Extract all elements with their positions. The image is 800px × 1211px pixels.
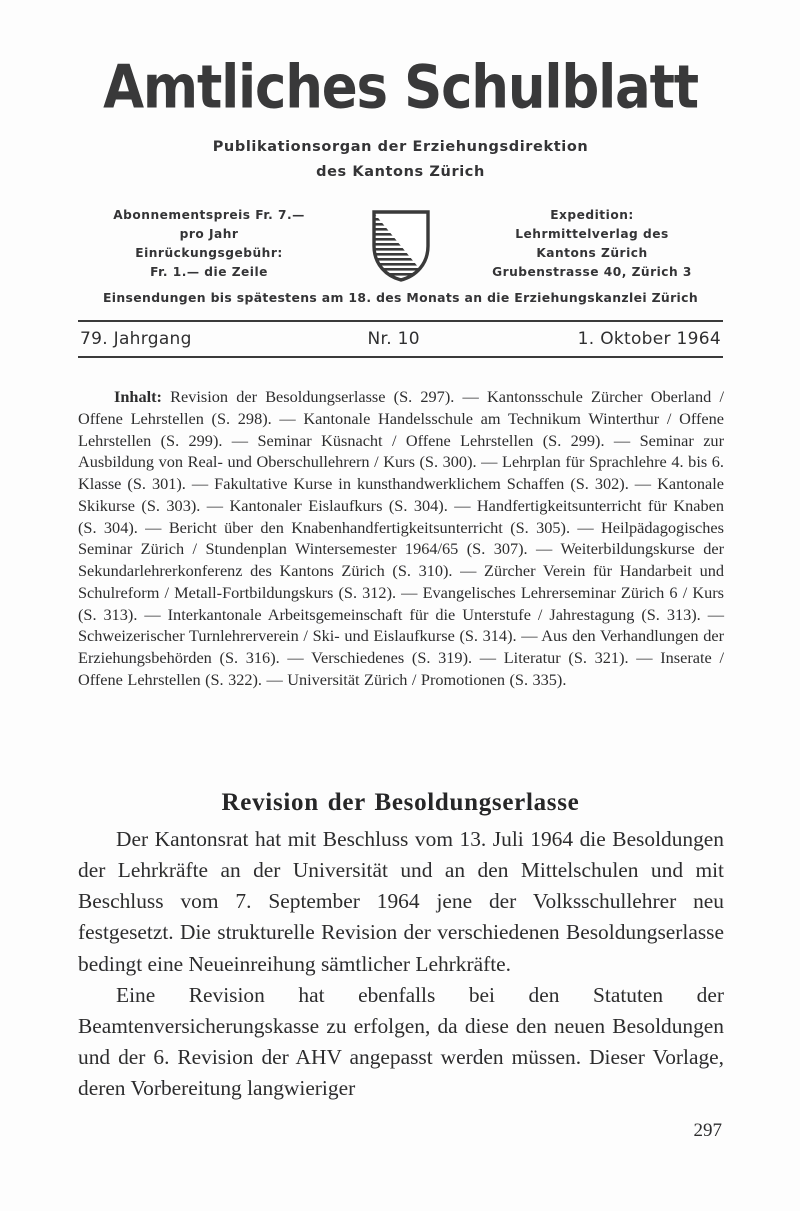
expedition-line-4: Grubenstrasse 40, Zürich 3 <box>492 264 692 279</box>
subscription-line-2: pro Jahr <box>179 226 239 241</box>
article-paragraph-1: Der Kantonsrat hat mit Beschluss vom 13. Juli 1964 die Besoldungen der Lehrkräfte an der Universität und an den Mittelschulen und mit Beschluss vom 7. September 1964 jene der Volksschullehrer neu festgesetzt. Die strukturelle Revision der verschiedenen Besoldungserlasse bedingt eine Neueinreihung sämtlicher Lehrkräfte. <box>78 827 724 976</box>
expedition-line-2: Lehrmittelverlag des <box>515 226 669 241</box>
subscription-line-4: Fr. 1.— die Zeile <box>150 264 268 279</box>
contents-text: Revision der Besoldungserlasse (S. 297). — Kantonsschule Zürcher Oberland / Offene Lehrstellen (S. 298). — Kantonale Handelsschule am Technikum Winterthur / Offene Lehrstellen (S. 299). — Seminar Küsnacht / Offene Lehrstellen (S. 299). — Seminar zur Ausbildung von Real- und Oberschullehrern / Kurs (S. 300). — Lehrplan für Sprachlehre 4. bis 6. Klasse (S. 301). — Fakultative Kurse in kunsthandwerklichem Schaffen (S. 302). — Kantonale Skikurse (S. 303). — Kantonaler Eislaufkurs (S. 304). — Handfertigkeitsunterricht für Knaben (S. 304). — Bericht über den Knabenhandfertigkeitsunterricht (S. 305). — Heilpädagogisches Seminar Zürich / Stundenplan Wintersemester 1964/65 (S. 307). — Weiterbildungskurse der Sekundarlehrerkonferenz des Kantons Zürich (S. 310). — Zürcher Verein für Handarbeit und Schulreform / Metall-Fortbildungskurs (S. 312). — Evangelisches Lehrerseminar Zürich 6 / Kurs (S. 313). — Interkantonale Arbeitsgemeinschaft für die Unterstufe / Jahrestagung (S. 313). — Schweizerischer Turnlehrerverein / Ski- und Eislaufkurse (S. 314). — Aus den Verhandlungen der Erziehungsbehörden (S. 316). — Verschiedenes (S. 319). — Literatur (S. 321). — Inserate / Offene Lehrstellen (S. 322). — Universität Zürich / Promotionen (S. 335). <box>78 387 724 689</box>
zurich-coat-of-arms-shield-icon <box>370 208 432 284</box>
masthead-info-strip <box>78 206 723 284</box>
issue-bar <box>78 320 723 358</box>
subscription-info-block <box>78 206 340 282</box>
contents-label: Inhalt: <box>114 387 162 406</box>
page-number: 297 <box>693 1120 722 1141</box>
publication-title: Amtliches Schulblatt <box>103 53 698 122</box>
expedition-line-3: Kantons Zürich <box>536 245 648 260</box>
issue-date: 1. Oktober 1964 <box>577 329 721 349</box>
masthead-subtitle-line-1: Publikationsorgan der Erziehungsdirektion <box>212 139 589 155</box>
masthead-subtitle <box>78 135 723 186</box>
masthead <box>78 53 723 186</box>
article-paragraph-2: Eine Revision hat ebenfalls bei den Statuten der Beamtenversicherungskasse zu erfolgen, da diese den neuen Besoldungen und der 6. Revision der AHV angepasst werden müssen. Dieser Vorlage, deren Vorbereitung langwieriger <box>78 982 724 1101</box>
expedition-line-1: Expedition: <box>550 208 634 222</box>
expedition-info-block <box>461 206 723 282</box>
crest-container <box>346 206 456 284</box>
article-body <box>78 824 724 1104</box>
submission-deadline-note: Einsendungen bis spätestens am 18. des Monats an die Erziehungskanzlei Zürich <box>102 290 699 305</box>
issue-number: Nr. 10 <box>367 329 420 349</box>
subscription-line-3: Einrückungsgebühr: <box>135 245 283 260</box>
masthead-subtitle-line-2: des Kantons Zürich <box>316 164 485 181</box>
table-of-contents <box>78 386 724 691</box>
article-title: Revision der Besoldungserlasse <box>221 788 580 816</box>
subscription-line-1: Abonnementspreis Fr. 7.— <box>113 208 305 222</box>
issue-volume: 79. Jahrgang <box>80 329 192 349</box>
